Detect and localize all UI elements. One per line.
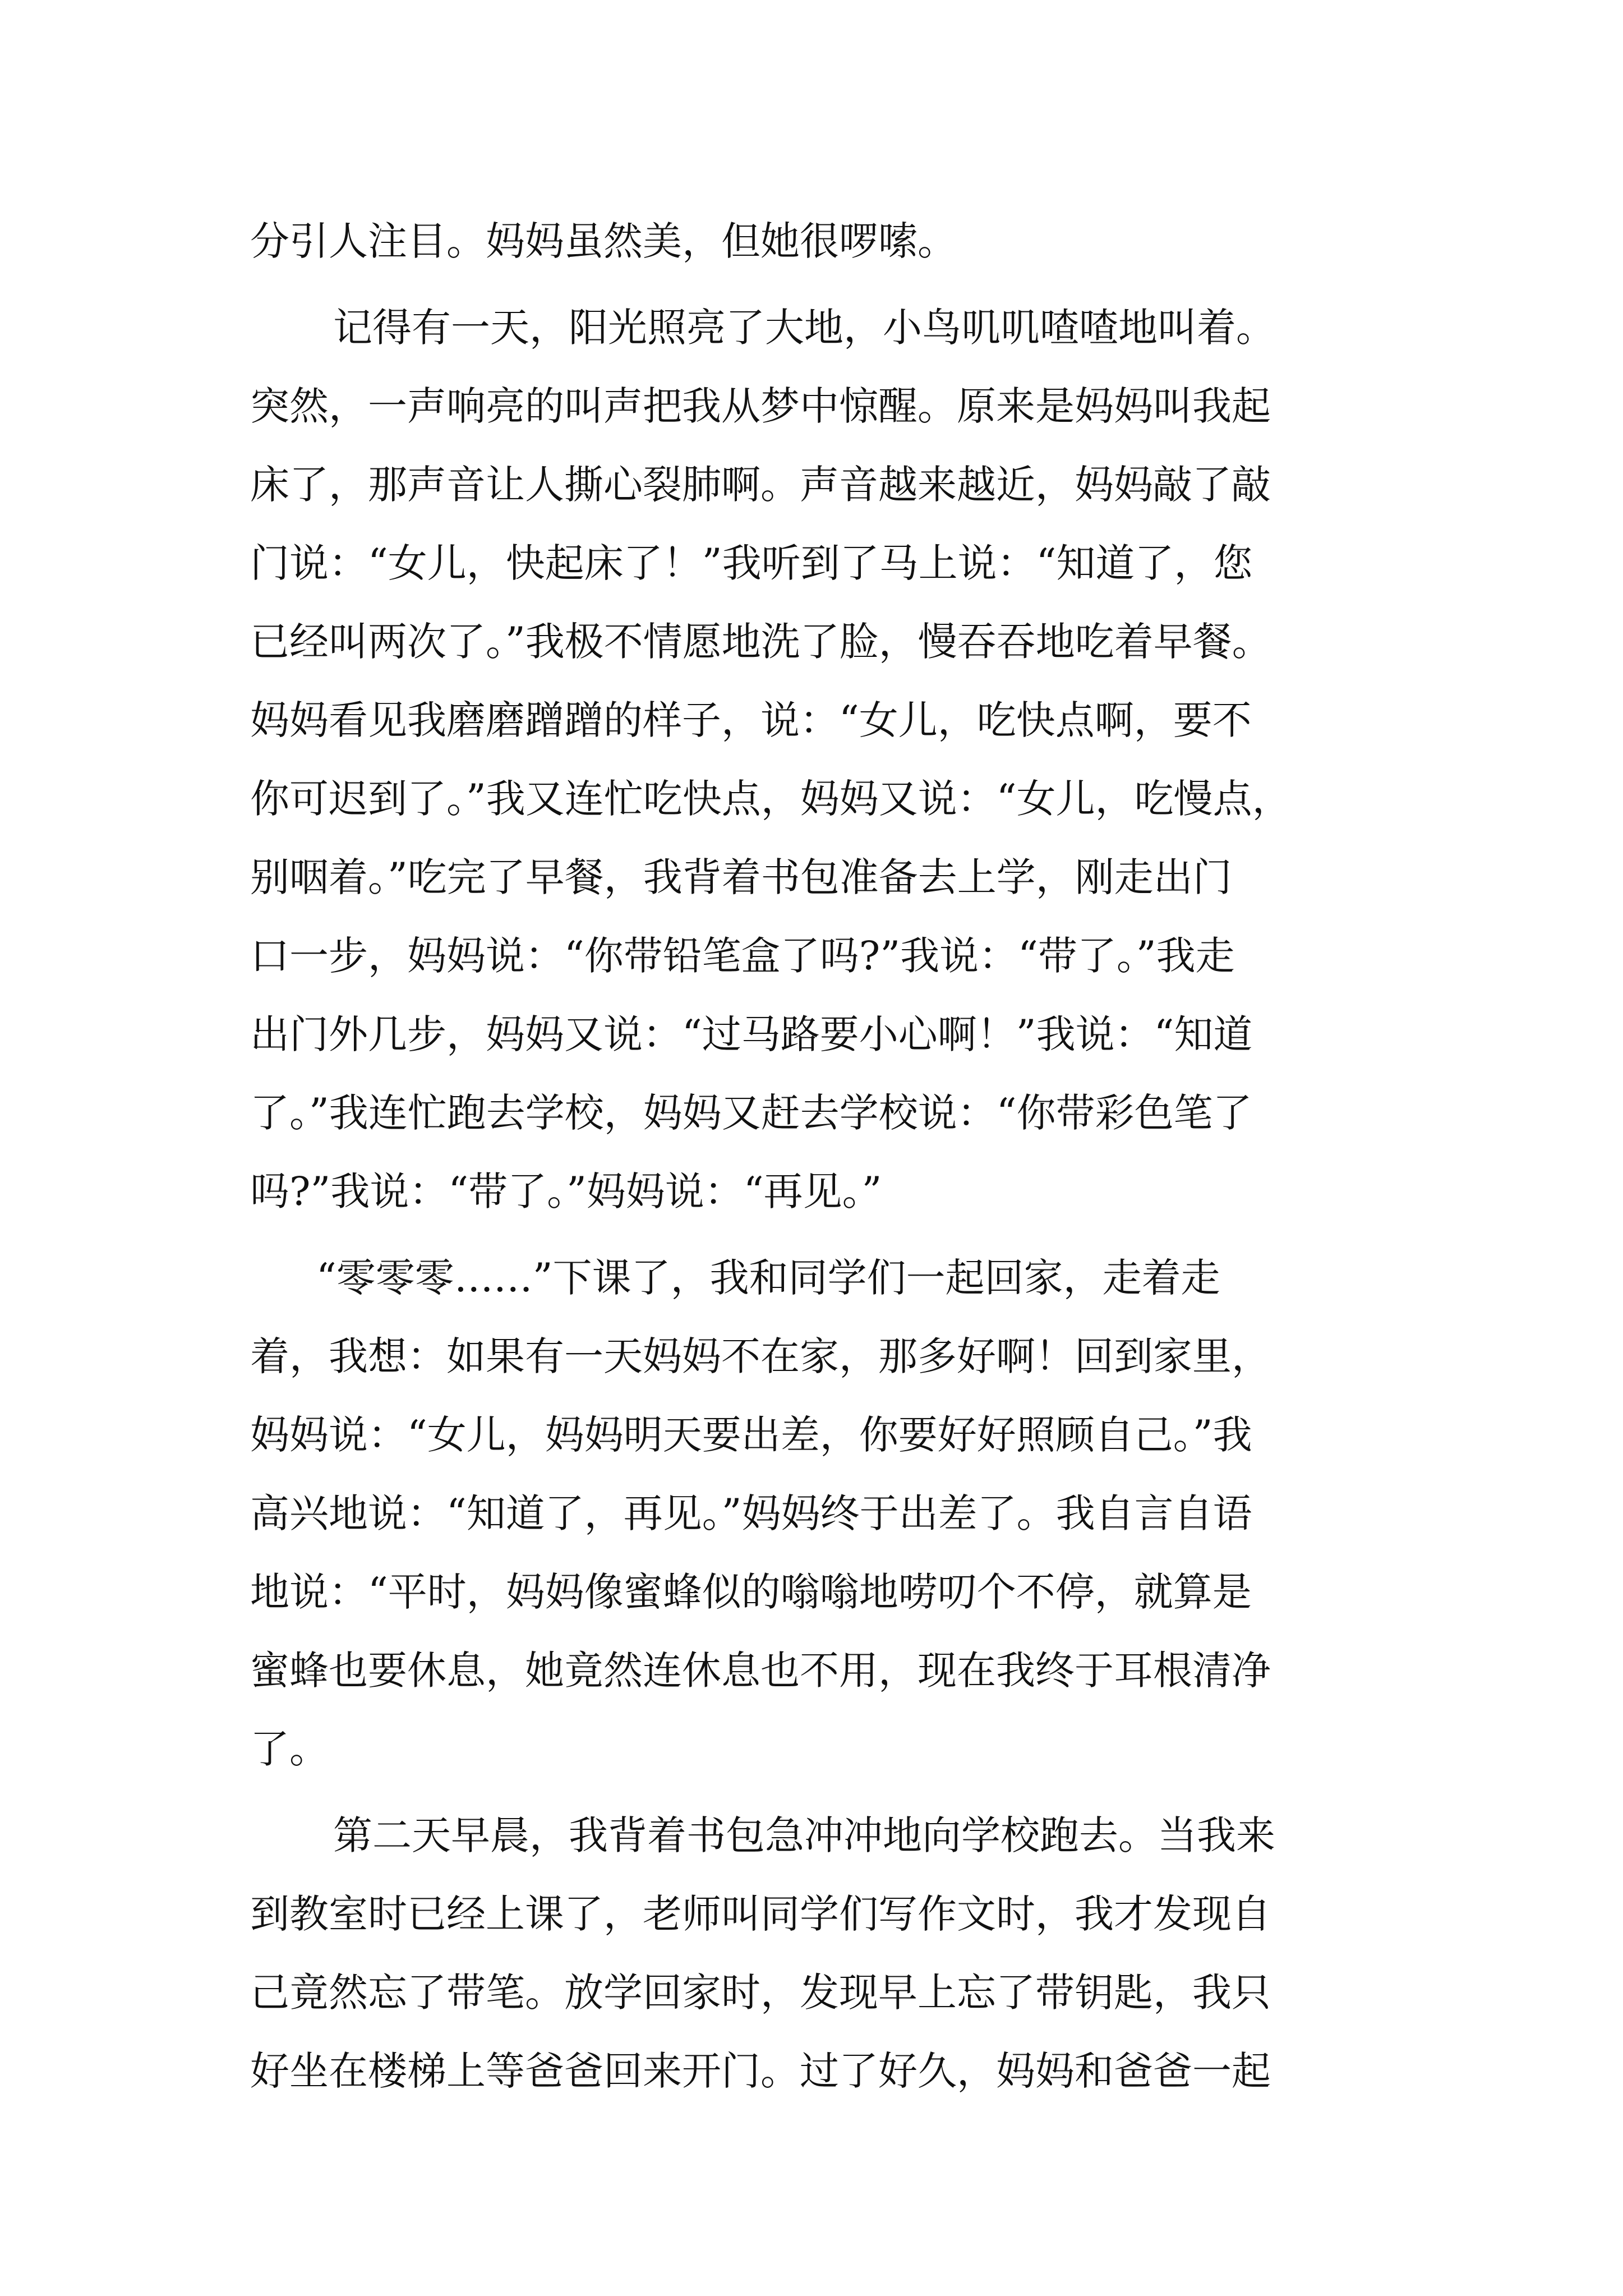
text-line-15: 着，我想：如果有一天妈妈不在家，那多好啊！回到家里，	[250, 1333, 1271, 1379]
document-body	[250, 202, 1383, 2110]
text-line-22: 到教室时已经上课了，老师叫同学们写作文时，我才发现自	[250, 1891, 1271, 1937]
text-line-18: 地说：“平时，妈妈像蜜蜂似的嗡嗡地唠叨个不停，就算是	[250, 1569, 1252, 1615]
text-line-16: 妈妈说：“女儿，妈妈明天要出差，你要好好照顾自己。”我	[250, 1412, 1252, 1458]
text-line-17: 高兴地说：“知道了，再见。”妈妈终于出差了。我自言自语	[250, 1490, 1252, 1536]
text-line-19: 蜜蜂也要休息，她竟然连休息也不用，现在我终于耳根清净	[250, 1648, 1271, 1694]
text-line-24: 好坐在楼梯上等爸爸回来开门。过了好久，妈妈和爸爸一起	[250, 2048, 1271, 2094]
text-line-4: 床了，那声音让人撕心裂肺啊。声音越来越近，妈妈敲了敲	[250, 462, 1271, 508]
text-line-12: 了。”我连忙跑去学校，妈妈又赶去学校说：“你带彩色笔了	[250, 1090, 1252, 1136]
text-line-20: 了。	[250, 1726, 329, 1772]
text-line-13: 吗?”我说：“带了。”妈妈说：“再见。”	[250, 1168, 882, 1214]
text-line-14: “零零零……”下课了，我和同学们一起回家，走着走	[316, 1255, 1220, 1301]
text-line-5: 门说：“女儿，快起床了！”我听到了马上说：“知道了，您	[250, 540, 1253, 586]
text-line-2: 记得有一天，阳光照亮了大地，小鸟叽叽喳喳地叫着。	[333, 305, 1275, 351]
text-line-11: 出门外几步，妈妈又说：“过马路要小心啊！”我说：“知道	[250, 1011, 1253, 1057]
text-line-8: 你可迟到了。”我又连忙吃快点，妈妈又说：“女儿，吃慢点，	[250, 776, 1292, 822]
text-line-10: 口一步，妈妈说：“你带铅笔盒了吗?”我说：“带了。”我走	[250, 933, 1235, 979]
text-line-9: 别咽着。”吃完了早餐，我背着书包准备去上学，刚走出门	[250, 854, 1232, 900]
text-line-1: 分引人注目。妈妈虽然美，但她很啰嗦。	[250, 218, 957, 264]
text-line-6: 已经叫两次了。”我极不情愿地洗了脸，慢吞吞地吃着早餐。	[250, 619, 1271, 665]
text-line-3: 突然，一声响亮的叫声把我从梦中惊醒。原来是妈妈叫我起	[250, 383, 1271, 429]
text-line-21: 第二天早晨，我背着书包急冲冲地向学校跑去。当我来	[333, 1812, 1275, 1858]
text-line-7: 妈妈看见我磨磨蹭蹭的样子，说：“女儿，吃快点啊，要不	[250, 697, 1252, 743]
text-line-23: 己竟然忘了带笔。放学回家时，发现早上忘了带钥匙，我只	[250, 1970, 1271, 2016]
